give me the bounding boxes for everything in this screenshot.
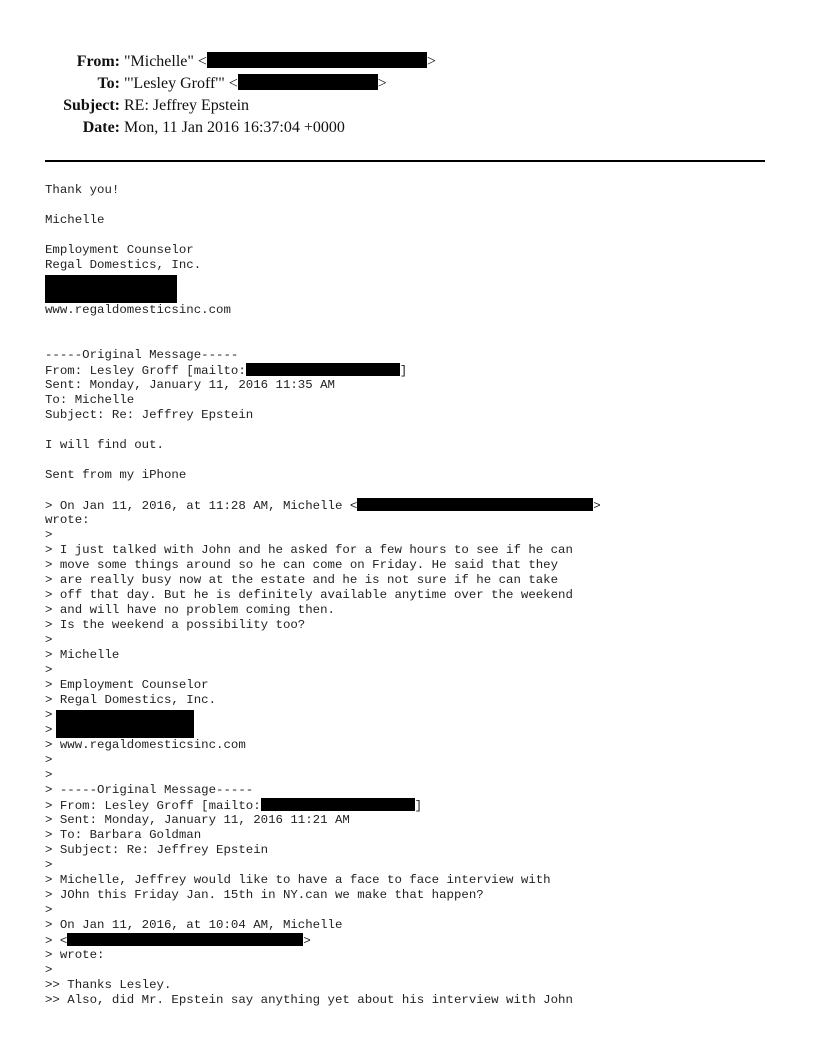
from-label: From:: [76, 53, 120, 70]
redaction-box: [246, 363, 400, 376]
redaction-box: [67, 933, 303, 946]
quoted-signature-redaction: [45, 708, 785, 738]
body-line: >: [45, 768, 53, 782]
header-divider: [45, 160, 765, 162]
body-line: > Subject: Re: Jeffrey Epstein: [45, 843, 269, 857]
redaction-box: [207, 52, 427, 68]
body-line: > JOhn this Friday Jan. 15th in NY.can we make that happen?: [45, 888, 484, 902]
body-line: > are really busy now at the estate and he is not sure if he can take: [45, 573, 559, 587]
body-line: Sent from my iPhone: [45, 468, 187, 482]
body-line: > www.regaldomesticsinc.com: [45, 738, 246, 752]
body-line: >: [45, 723, 53, 737]
redaction-box: [261, 798, 415, 811]
email-body: [45, 183, 785, 1008]
body-line: > wrote:: [45, 948, 105, 962]
line-text: >: [303, 934, 311, 948]
body-line: Thank you!: [45, 183, 120, 197]
line-text: ]: [399, 364, 408, 378]
body-line: Regal Domestics, Inc.: [45, 258, 202, 272]
date-value: Mon, 11 Jan 2016 16:37:04 +0000: [124, 119, 345, 136]
body-line: >: [45, 708, 53, 722]
body-line: > move some things around so he can come on Friday. He said that they: [45, 558, 559, 572]
subject-value: RE: Jeffrey Epstein: [124, 97, 250, 114]
body-line: Sent: Monday, January 11, 2016 11:35 AM: [45, 378, 335, 392]
body-line: Employment Counselor: [45, 243, 194, 257]
body-line: >: [45, 753, 53, 767]
body-line: [45, 498, 785, 513]
body-line: wrote:: [45, 513, 90, 527]
body-line: > Michelle: [45, 648, 120, 662]
body-line: > Sent: Monday, January 11, 2016 11:21 AM: [45, 813, 350, 827]
body-line: Michelle: [45, 213, 105, 227]
body-line: >> Thanks Lesley.: [45, 978, 172, 992]
body-line: > On Jan 11, 2016, at 10:04 AM, Michelle: [45, 918, 343, 932]
body-line: > -----Original Message-----: [45, 783, 254, 797]
body-line: [45, 363, 785, 378]
body-line: > Is the weekend a possibility too?: [45, 618, 306, 632]
body-line: > Michelle, Jeffrey would like to have a face to face interview with: [45, 873, 551, 887]
body-line: To: Michelle: [45, 393, 135, 407]
body-line: [45, 798, 785, 813]
from-name: "Michelle" <: [124, 53, 207, 70]
body-line: > off that day. But he is definitely available anytime over the weekend: [45, 588, 573, 602]
body-line: > Regal Domestics, Inc.: [45, 693, 217, 707]
line-text: > On Jan 11, 2016, at 11:28 AM, Michelle <: [45, 499, 358, 513]
body-line: >: [45, 528, 53, 542]
redaction-box: [357, 498, 593, 511]
body-line: >: [45, 858, 53, 872]
line-text: ]: [414, 799, 423, 813]
body-line: [45, 933, 785, 948]
signature-redaction: [45, 273, 785, 303]
from-value: [124, 51, 436, 73]
body-line: >: [45, 663, 53, 677]
line-text: >: [593, 499, 601, 513]
body-line: I will find out.: [45, 438, 164, 452]
body-line: > To: Barbara Goldman: [45, 828, 202, 842]
to-name: "'Lesley Groff'" <: [124, 75, 238, 92]
body-line: > and will have no problem coming then.: [45, 603, 335, 617]
to-close: >: [377, 75, 387, 92]
redaction-box: [56, 710, 194, 738]
line-text: > <: [45, 934, 68, 948]
line-text: From: Lesley Groff [mailto:: [45, 364, 246, 378]
body-line: >> Also, did Mr. Epstein say anything yet about his interview with John: [45, 993, 573, 1007]
subject-label: Subject:: [63, 97, 120, 114]
body-line: >: [45, 963, 53, 977]
to-label: To:: [97, 75, 120, 92]
to-value: [124, 73, 387, 95]
body-line: www.regaldomesticsinc.com: [45, 303, 231, 317]
line-text: > From: Lesley Groff [mailto:: [45, 799, 261, 813]
date-label: Date:: [82, 119, 120, 136]
body-line: -----Original Message-----: [45, 348, 239, 362]
redaction-box: [238, 74, 378, 90]
body-line: Subject: Re: Jeffrey Epstein: [45, 408, 254, 422]
body-line: > Employment Counselor: [45, 678, 209, 692]
from-close: >: [426, 53, 436, 70]
body-line: >: [45, 633, 53, 647]
redaction-box: [45, 275, 177, 303]
body-line: > I just talked with John and he asked for a few hours to see if he can: [45, 543, 573, 557]
body-line: >: [45, 903, 53, 917]
